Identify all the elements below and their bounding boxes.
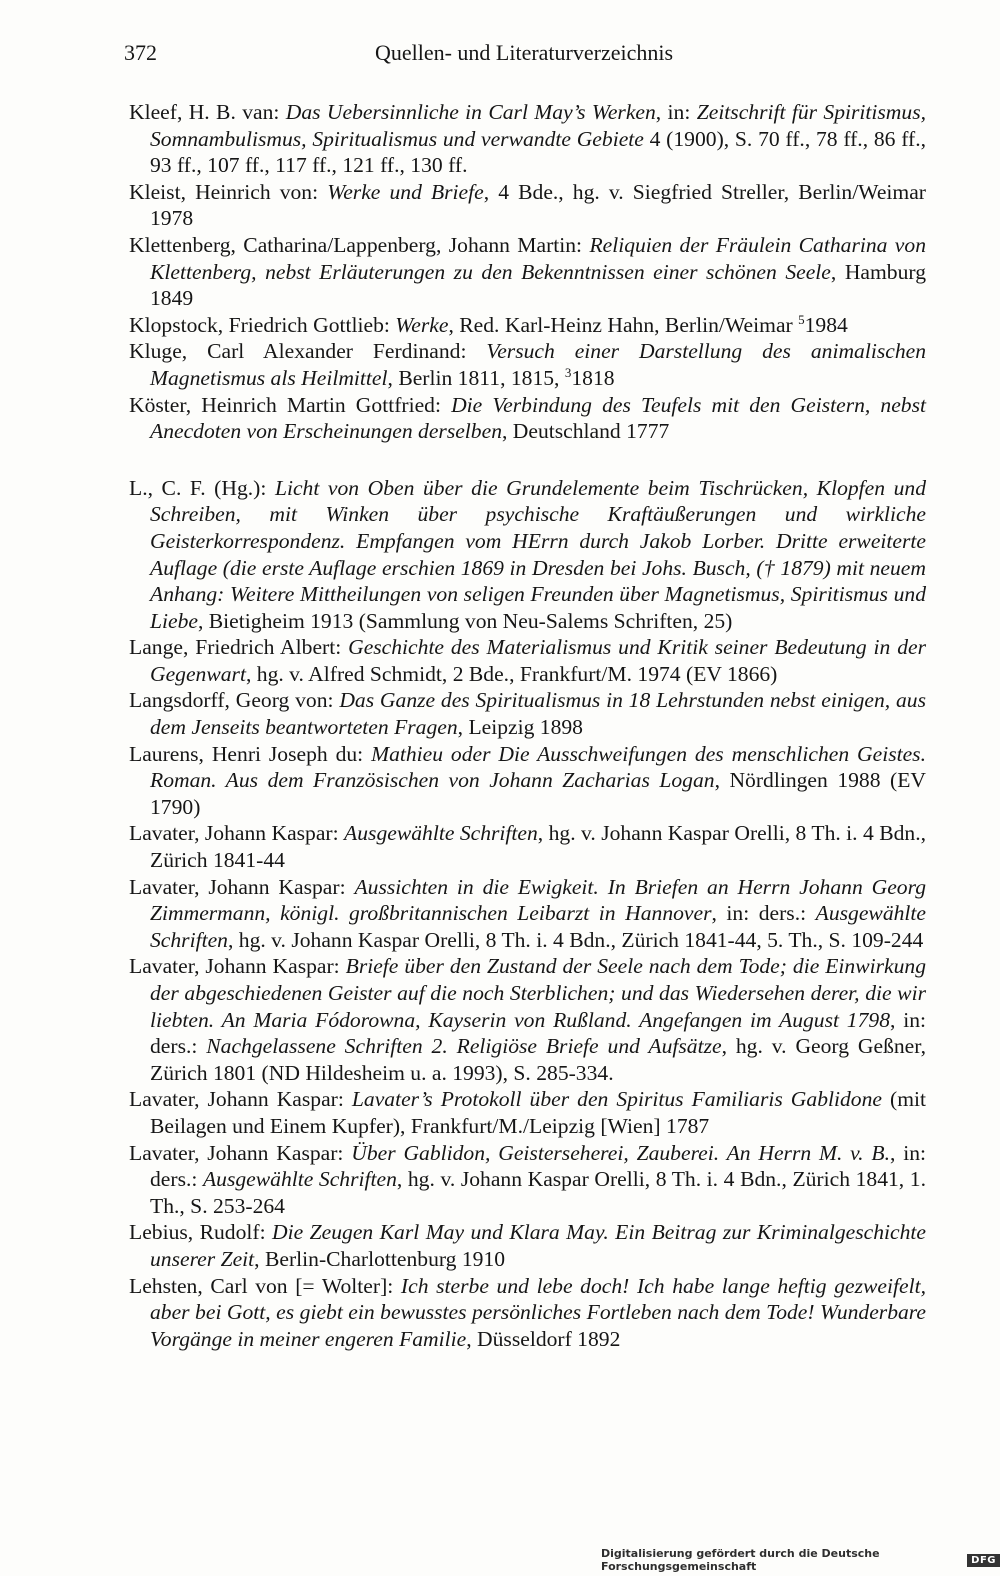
entry-text: 1984 bbox=[804, 312, 848, 337]
entry-title: Nachgelassene Schriften 2. Religiöse Briefe und Aufsätze bbox=[206, 1034, 722, 1059]
entry-title: Zeitschrift für Spiritismus, Somnambulismus, Spiritualismus und verwandte Gebiete bbox=[150, 100, 927, 151]
entry-title: Reliquien der Fräulein Catharina von Klettenberg, nebst Erläuterungen zu den Bekenntnissen einer schönen Seele bbox=[150, 232, 926, 284]
entry-text: , hg. v. Johann Kaspar Orelli, 8 Th. i. 4 Bdn., Zürich 1841-44 bbox=[150, 821, 926, 873]
entry-title: Aussichten in die Ewigkeit. In Briefen an Herrn Johann Georg Zimmermann, königl. großbritannischen Leibarzt in Hannover bbox=[150, 874, 927, 926]
entry-text: Klettenberg, Catharina/Lappenberg, Johann Martin: bbox=[129, 232, 590, 257]
entry-text: , in: ders.: bbox=[150, 1007, 926, 1059]
entry-title: Das Ganze des Spiritualismus in 18 Lehrstunden nebst einigen, aus dem Jenseits beantworteten Fragen bbox=[150, 688, 926, 740]
bibliography-entry bbox=[129, 1086, 926, 1139]
entry-text: Lavater, Johann Kaspar: bbox=[129, 1140, 352, 1165]
entry-text: Köster, Heinrich Martin Gottfried: bbox=[129, 392, 452, 417]
entry-text: Kleef, H. B. van: bbox=[129, 100, 286, 124]
entry-text: , 4 Bde., hg. v. Siegfried Streller, Berlin/Weimar 1978 bbox=[150, 179, 926, 231]
bibliography-entry bbox=[129, 1273, 926, 1353]
entry-title: Werke bbox=[395, 312, 449, 337]
entry-text: , hg. v. Johann Kaspar Orelli, 8 Th. i. 4 Bdn., Zürich 1841, 1. Th., S. 253-264 bbox=[150, 1167, 926, 1218]
entry-text: Langsdorff, Georg von: bbox=[129, 688, 340, 713]
entry-title: Briefe über den Zustand der Seele nach dem Tode; die Einwirkung der abgeschiedenen Geister auf die noch Sterblichen; und das Wiedersehen derer, die wir liebten. An Maria Fódorowna, Kayserin von Rußland. Angefangen im August 1798 bbox=[150, 954, 926, 1032]
entry-title: Lavater’s Protokoll über den Spiritus Familiaris Gablidone bbox=[351, 1087, 882, 1112]
bibliography-entry bbox=[129, 1219, 926, 1272]
entry-text: Lavater, Johann Kaspar: bbox=[129, 954, 346, 979]
entry-text: Lange, Friedrich Albert: bbox=[129, 635, 349, 660]
entry-text: Laurens, Henri Joseph du: bbox=[129, 741, 372, 766]
bibliography-entry bbox=[129, 687, 926, 740]
entry-title: Ausgewählte Schriften bbox=[150, 901, 926, 952]
entry-text: , Bietigheim 1913 (Sammlung von Neu-Salems Schriften, 25) bbox=[197, 608, 733, 633]
entry-title: Mathieu oder Die Ausschweifungen des menschlichen Geistes. Roman. Aus dem Französischen von Johann Zacharias Logan bbox=[150, 741, 926, 793]
footer-credit-strip bbox=[601, 1547, 1000, 1573]
entry-title: Die Zeugen Karl May und Klara May. Ein Beitrag zur Kriminalgeschichte unserer Zeit bbox=[150, 1220, 926, 1271]
entry-title: Ausgewählte Schriften bbox=[202, 1167, 397, 1192]
bibliography-entry bbox=[129, 232, 926, 312]
entry-title: Licht von Oben über die Grundelemente beim Tischrücken, Klopfen und Schreiben, mit Winken über psychische Kraftäußerungen und wirkliche Geisterkorrespondenz. Empfangen vom HErrn durch Jakob Lorber. Dritte erweiterte Auflage (die erste Auflage erschien 1869 in Dresden bei Johs. Busch, († 1879) mit neuem Anhang: Weitere Mittheilungen von seligen Freunden über Magnetismus, Spiritismus und Liebe bbox=[150, 475, 927, 633]
entry-text: L., C. F. (Hg.): bbox=[129, 475, 275, 500]
entry-text: , in: bbox=[655, 100, 697, 124]
entry-text: , hg. v. Georg Geßner, Zürich 1801 (ND Hildesheim u. a. 1993), S. 285-334. bbox=[150, 1034, 926, 1085]
edition-superscript: 5 bbox=[798, 311, 805, 327]
bibliography-entry bbox=[129, 99, 926, 179]
entry-title: Werke und Briefe bbox=[327, 179, 484, 204]
entry-text: Lavater, Johann Kaspar: bbox=[129, 821, 345, 846]
entry-text: , Düsseldorf 1892 bbox=[466, 1326, 621, 1351]
entry-text: , in: ders.: bbox=[150, 1140, 926, 1192]
entry-title: Versuch einer Darstellung des animalischen Magnetismus als Heilmittel bbox=[150, 339, 927, 390]
bibliography-entry bbox=[129, 634, 926, 687]
entry-title: Ausgewählte Schriften bbox=[344, 821, 538, 846]
entry-text: Klopstock, Friedrich Gottlieb: bbox=[129, 312, 396, 337]
entry-text: Lavater, Johann Kaspar: bbox=[129, 1087, 352, 1112]
entry-text: , Hamburg 1849 bbox=[150, 259, 927, 311]
entry-title: Geschichte des Materialismus und Kritik seiner Bedeutung in der Gegenwart bbox=[150, 635, 926, 686]
bibliography-entry bbox=[129, 392, 926, 445]
bibliography-entry bbox=[129, 475, 926, 635]
entry-text: , hg. v. Alfred Schmidt, 2 Bde., Frankfurt/M. 1974 (EV 1866) bbox=[245, 661, 778, 686]
entry-text: , Leipzig 1898 bbox=[457, 715, 583, 740]
bibliography-entry bbox=[129, 312, 926, 339]
entry-title: Das Uebersinnliche in Carl May’s Werken bbox=[285, 100, 656, 124]
entry-text: Lavater, Johann Kaspar: bbox=[129, 874, 355, 899]
bibliography-entry bbox=[129, 179, 926, 232]
bibliography-entry bbox=[129, 338, 926, 391]
entry-text: , Berlin-Charlottenburg 1910 bbox=[254, 1246, 506, 1271]
entry-text: , Berlin 1811, 1815, bbox=[387, 365, 565, 390]
entry-text: 4 (1900), S. 70 ff., 78 ff., 86 ff., 93 ff., 107 ff., 117 ff., 121 ff., 130 ff. bbox=[150, 126, 927, 178]
entry-text: , Nördlingen 1988 (EV 1790) bbox=[150, 768, 926, 819]
bibliography-list bbox=[129, 99, 926, 1352]
edition-superscript: 3 bbox=[564, 364, 572, 380]
bibliography-entry bbox=[129, 741, 926, 821]
entry-text: Kluge, Carl Alexander Ferdinand: bbox=[129, 339, 487, 364]
entry-text: , Deutschland 1777 bbox=[502, 419, 670, 444]
page-header bbox=[124, 40, 924, 74]
running-title: Quellen- und Literaturverzeichnis bbox=[374, 40, 674, 65]
entry-text: Lehsten, Carl von [= Wolter]: bbox=[129, 1273, 401, 1298]
bibliography-entry bbox=[129, 953, 926, 1086]
entry-text: 1818 bbox=[571, 365, 615, 390]
entry-text: Lebius, Rudolf: bbox=[129, 1220, 273, 1245]
entry-text: , Red. Karl-Heinz Hahn, Berlin/Weimar bbox=[448, 312, 799, 337]
bibliography-entry bbox=[129, 874, 926, 954]
entry-title: Ich sterbe und lebe doch! Ich habe lange heftig gezweifelt, aber bei Gott, es giebt ein bewusstes persönliches Fortleben nach dem Tode! Wunderbare Vorgänge in meiner engeren Familie bbox=[150, 1273, 926, 1351]
entry-text: (mit Beilagen und Einem Kupfer), Frankfurt/M./Leipzig [Wien] 1787 bbox=[150, 1087, 926, 1138]
bibliography-entry bbox=[129, 820, 926, 873]
page-number: 372 bbox=[124, 40, 157, 65]
dfg-logo-icon: DFG bbox=[967, 1554, 1000, 1567]
entry-text: , hg. v. Johann Kaspar Orelli, 8 Th. i. 4 Bdn., Zürich 1841-44, 5. Th., S. 109-244 bbox=[227, 927, 924, 952]
entry-text: Kleist, Heinrich von: bbox=[129, 179, 328, 204]
entry-text: , in: ders.: bbox=[711, 901, 816, 926]
footer-credit-text: Digitalisierung gefördert durch die Deutsche Forschungsgemeinschaft bbox=[601, 1547, 880, 1573]
bibliography-entry bbox=[129, 1140, 926, 1220]
entry-title: Über Gablidon, Geisterseherei, Zauberei. An Herrn M. v. B. bbox=[351, 1140, 890, 1165]
entry-title: Die Verbindung des Teufels mit den Geistern, nebst Anecdoten von Erscheinungen derselben bbox=[150, 392, 926, 444]
